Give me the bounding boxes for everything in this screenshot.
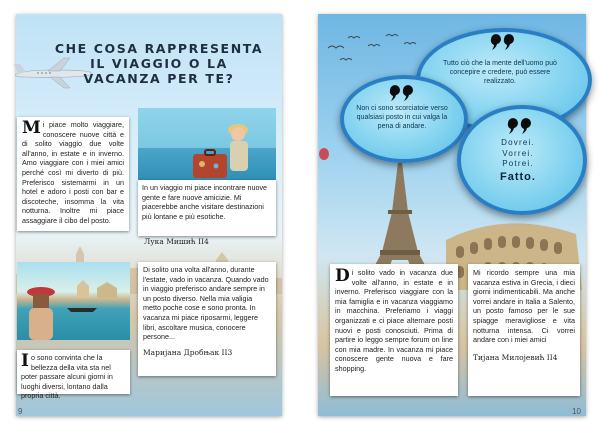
title-line-1: CHE COSA RAPPRESENTA xyxy=(54,41,264,56)
dropcap: I xyxy=(21,351,29,371)
signature: Лука Мишић II4 xyxy=(144,237,209,246)
quote-final: Fatto. xyxy=(500,170,536,183)
photo-woman-in-venice xyxy=(17,262,130,340)
dropcap: D xyxy=(335,266,350,286)
page-title xyxy=(48,41,270,86)
signature: Тијана Милојевић II4 xyxy=(473,352,558,362)
quote-line: Vorrei. xyxy=(502,148,534,158)
entry-text-box-5 xyxy=(330,264,458,396)
eiffel-tower-icon xyxy=(364,142,436,282)
title-line-2: IL VIAGGIO O LA xyxy=(90,56,228,71)
quote-text-right xyxy=(470,138,566,184)
entry-text: In un viaggio mi piace incontrare nuove gente e fare nuove amicizie. Mi piacerebbe anche visitare destinazioni più lontane e più esotiche. xyxy=(142,183,268,221)
photo-woman-with-suitcase xyxy=(138,108,276,180)
entry-text: Mi ricordo sempre una mia vacanza estiva in Grecia, i dieci giorni indimenticabili. Ma anche vorrei andare in Italia a Salento, un posto famoso per le sue spiagge meravigliose e vita notturna intensa. Ci vorrei andare con i miei amici xyxy=(473,268,575,345)
entry-text: o sono convinta che la bellezza della vita sta nel poter passare alcuni giorni in luoghi diversi, lontano dalla propria città. xyxy=(21,353,113,401)
entry-text: i solito vado in vacanza due volte all'anno, in estate e in inverno. Preferisco viaggiare con la mia famiglia e in vacanza viaggiamo in macchina. Preferiamo i viaggi organizzati e ci piace alternare posti nuovi e posti conosciuti. Prima di partire io leggo sempre forum on line con mia madre. In vacanza mi piace conoscere gente nuova e fare shopping. xyxy=(335,268,453,373)
hot-air-balloon-icon xyxy=(318,148,330,164)
quote-text-top: Tutto ciò che la mente dell'uomo può concepire e credere, può essere realizzato. xyxy=(443,60,557,86)
entry-text-box-6 xyxy=(468,264,580,396)
entry-text: i piace molto viaggiare, conoscere nuove città e di solito viaggio due volte all'anno, in estate e in inverno. Amo viaggiare con i miei amici perché così mi diverto di più. Preferisco sistemarmi in un hotel e adoro i posti con bar e discoteche, insomma la vita notturna. Inoltre mi piace assaggiare il cibo del posto. xyxy=(22,120,124,225)
quote-mark-icon xyxy=(506,117,532,140)
dropcap: M xyxy=(22,118,41,138)
page-number: 10 xyxy=(572,407,581,416)
page-number: 9 xyxy=(18,407,23,416)
quote-line: Dovrei. xyxy=(501,138,535,147)
entry-text-box-1 xyxy=(17,117,129,231)
venice-scene xyxy=(17,262,130,340)
entry-text-box-2 xyxy=(138,180,276,236)
woman-figure xyxy=(138,108,276,180)
quote-text-left: Non ci sono scorciatoie verso qualsiasi posto in cui valga la pena di andare. xyxy=(356,105,448,131)
entry-text-box-3 xyxy=(138,262,276,376)
quote-line: Potrei. xyxy=(502,159,534,168)
signature: Маријана Дробњак II3 xyxy=(143,347,233,357)
quote-mark-icon xyxy=(489,33,515,56)
entry-text: Di solito una volta all'anno, durante l'estate, vado in vacanza. Quando vado in viaggio preferisco andare sempre in un posto diverso. Nella mia valigia metto poche cose e sono pronta. In vacanza mi piace riposarmi, leggere libri, ascoltare musica, conocere persone... xyxy=(143,265,269,342)
entry-text-box-4 xyxy=(17,350,130,401)
title-line-3: VACANZA PER TE? xyxy=(83,71,235,86)
